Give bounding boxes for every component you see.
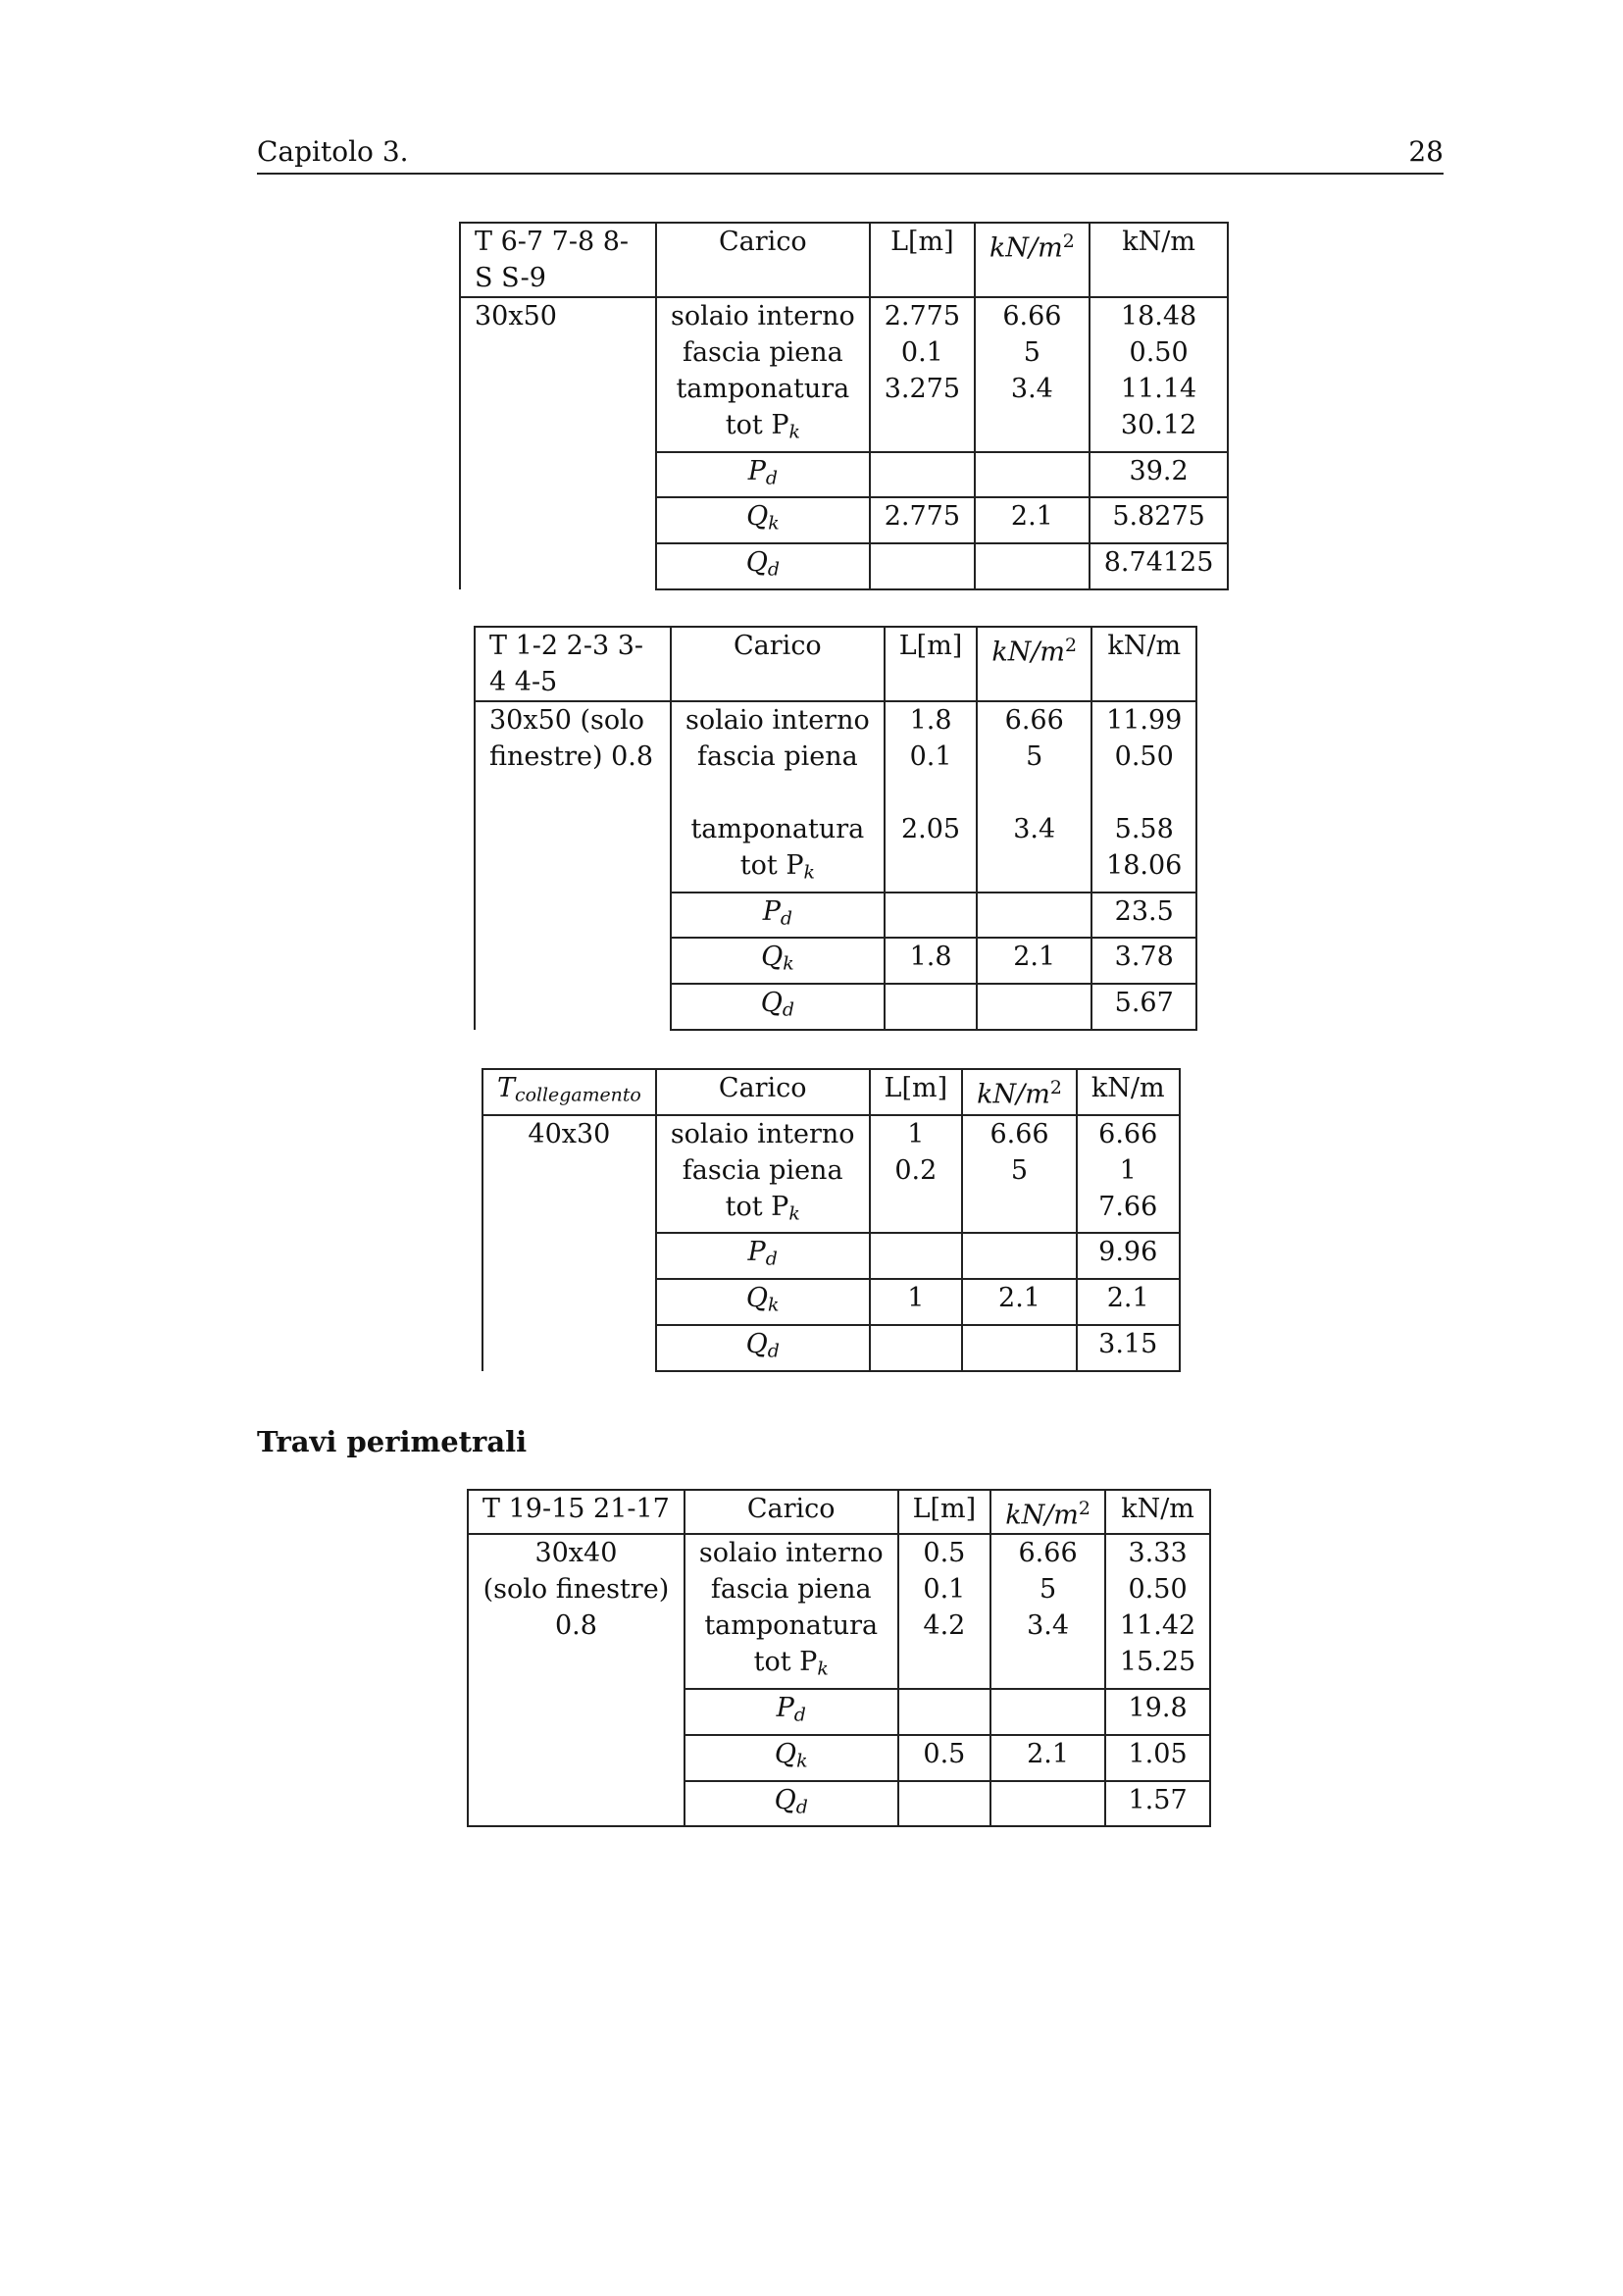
section-title: Travi perimetrali [257, 1425, 528, 1458]
table-row: fascia piena 0.1 5 0.50 [460, 334, 1228, 371]
table-row: $P_d$ 39.2 [460, 452, 1228, 498]
page-number: 28 [1408, 135, 1444, 168]
table-row: fascia piena 0.2 5 1 [482, 1152, 1180, 1189]
table-header-row: $T_{collegamento}$ Carico L[m] $kN/m^2$ kN/m [482, 1069, 1180, 1115]
col-l: L[m] [870, 223, 975, 297]
table-row: $Q_k$ 1 2.1 2.1 [482, 1279, 1180, 1325]
table-row: $Q_d$ 1.57 [468, 1781, 1210, 1827]
beam-label: T 19-15 21-17 [468, 1490, 685, 1534]
table-row: $Q_d$ 8.74125 [460, 543, 1228, 589]
table-row: tamponatura 2.05 3.4 5.58 [475, 811, 1196, 847]
table-row: $P_d$ 19.8 [468, 1689, 1210, 1735]
beam-section: 30x50 [460, 297, 656, 589]
col-knm2: $kN/m^2$ [975, 223, 1090, 297]
table-row: tot $P_k$ 7.66 [482, 1189, 1180, 1234]
table-row: tot $P_k$ 30.12 [460, 407, 1228, 452]
beam-label: T 6-7 7-8 8-S S-9 [460, 223, 656, 297]
table-row: 30x50 solaio interno 2.775 6.66 18.48 [460, 297, 1228, 334]
table-row: 40x30 solaio interno 1 6.66 6.66 [482, 1115, 1180, 1152]
table-row: fascia piena 0.1 5 0.50 [475, 739, 1196, 775]
table-row: $P_d$ 9.96 [482, 1233, 1180, 1279]
table-row: tamponatura 3.275 3.4 11.14 [460, 371, 1228, 407]
beam-label: T 1-2 2-3 3-4 4-5 [475, 627, 671, 701]
beam-label: $T_{collegamento}$ [482, 1069, 656, 1115]
table-row: $Q_k$ 2.775 2.1 5.8275 [460, 497, 1228, 543]
load-table-2 [474, 626, 1197, 1031]
table-header-row: T 19-15 21-17 Carico L[m] $kN/m^2$ kN/m [468, 1490, 1210, 1534]
table-row: tot $P_k$ 15.25 [468, 1644, 1210, 1689]
table-header-row: T 1-2 2-3 3-4 4-5 Carico L[m] $kN/m^2$ kN/m [475, 627, 1196, 701]
col-knm: kN/m [1090, 223, 1229, 297]
table-row: $Q_k$ 1.8 2.1 3.78 [475, 938, 1196, 984]
beam-section: 40x30 [482, 1115, 656, 1371]
table-header-row [460, 223, 1228, 297]
table-row: tot $P_k$ 18.06 [475, 847, 1196, 893]
beam-section: 30x50 (solo finestre) 0.8 [475, 701, 671, 1030]
table-row: $Q_k$ 0.5 2.1 1.05 [468, 1735, 1210, 1781]
table-row: 0.8 tamponatura 4.2 3.4 11.42 [468, 1607, 1210, 1644]
beam-section: 30x40 [468, 1534, 685, 1571]
load-table-4 [467, 1489, 1211, 1827]
table-row: $Q_d$ 5.67 [475, 984, 1196, 1030]
table-row: $P_d$ 23.5 [475, 893, 1196, 939]
col-carico: Carico [656, 223, 870, 297]
chapter-title: Capitolo 3. [257, 135, 409, 168]
table-row: (solo finestre) fascia piena 0.1 5 0.50 [468, 1571, 1210, 1607]
table-row: 30x40 solaio interno 0.5 6.66 3.33 [468, 1534, 1210, 1571]
load-table-3 [482, 1068, 1181, 1372]
load-table-1 [459, 222, 1229, 590]
page-header [257, 135, 1444, 175]
table-row: 30x50 (solo finestre) 0.8 solaio interno 1.8 6.66 11.99 [475, 701, 1196, 739]
table-row: $Q_d$ 3.15 [482, 1325, 1180, 1371]
